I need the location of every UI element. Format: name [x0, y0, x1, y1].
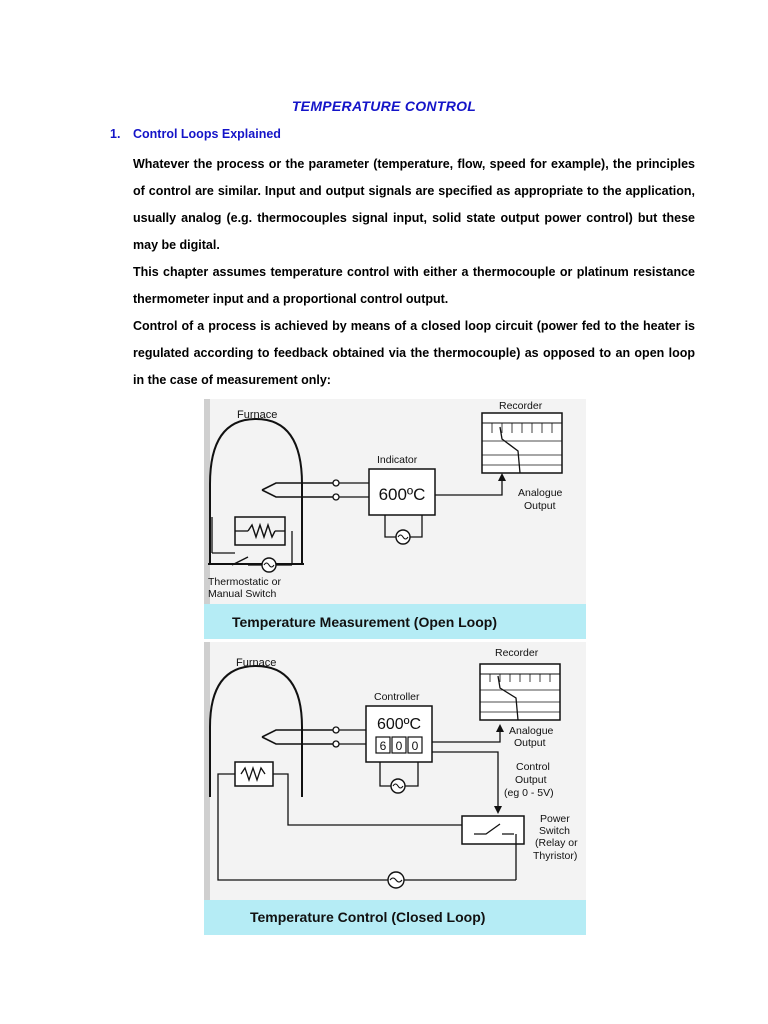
- figure-open-loop: [204, 399, 586, 639]
- switch-label-2: Manual Switch: [208, 588, 277, 600]
- recorder-label: Recorder: [499, 400, 543, 412]
- indicator-label: Indicator: [377, 454, 418, 466]
- open-loop-diagram: [204, 399, 586, 639]
- heater-box: [235, 762, 273, 786]
- thermocouple-probe: [262, 730, 336, 744]
- thermocouple-probe: [262, 483, 336, 497]
- section-heading-text: Control Loops Explained: [133, 127, 281, 141]
- power-switch-box: [462, 816, 524, 844]
- analogue-output-label-2: Output: [514, 737, 546, 749]
- power-switch-label-2: Switch: [539, 825, 570, 837]
- furnace-label: Furnace: [236, 657, 277, 669]
- analogue-output-label-2: Output: [524, 500, 556, 512]
- controller-display: 600ºC: [376, 716, 422, 733]
- document-title: TEMPERATURE CONTROL: [291, 98, 477, 114]
- control-output-label-3: (eg 0 - 5V): [504, 787, 554, 799]
- analogue-output-label-1: Analogue: [509, 725, 554, 737]
- setpoint-digit-1: 6: [379, 739, 387, 753]
- paragraph-2: This chapter assumes temperature control with either a thermocouple or platinum resistance thermometer input and a proportional control output.: [133, 265, 695, 306]
- analogue-output-label-1: Analogue: [518, 487, 563, 499]
- indicator-display: 600ºC: [378, 485, 426, 504]
- section-heading: [110, 127, 281, 141]
- setpoint-digit-3: 0: [411, 739, 419, 753]
- recorder-box: [482, 413, 562, 473]
- closed-loop-diagram: [204, 642, 586, 935]
- body-text: [133, 151, 695, 394]
- paragraph-3: Control of a process is achieved by means of a closed loop circuit (power fed to the heater is regulated according to feedback obtained via the thermocouple) as opposed to an open loop in the case of measurement only:: [133, 319, 695, 387]
- power-switch-label-1: Power: [540, 813, 570, 825]
- power-switch-label-3: (Relay or: [535, 837, 578, 849]
- setpoint-digit-2: 0: [395, 739, 403, 753]
- paragraph-1: Whatever the process or the parameter (temperature, flow, speed for example), the principles of control are similar. Input and output signals are specified as appropriate to the application, usually analog (e.g. thermocouples signal input, solid state output power control) but these may be digital.: [133, 157, 695, 252]
- furnace-label: Furnace: [237, 409, 278, 421]
- furnace-shape: [210, 419, 302, 564]
- control-output-label-1: Control: [516, 761, 550, 773]
- figure-caption-closed-loop: Temperature Control (Closed Loop): [250, 909, 486, 925]
- recorder-label: Recorder: [495, 647, 539, 659]
- power-switch-label-4: Thyristor): [533, 850, 578, 862]
- switch-label-1: Thermostatic or: [208, 576, 281, 588]
- section-number: 1.: [110, 127, 121, 141]
- figure-closed-loop: [204, 642, 586, 935]
- figure-caption-open-loop: Temperature Measurement (Open Loop): [232, 614, 498, 630]
- controller-label: Controller: [374, 691, 420, 703]
- control-output-label-2: Output: [515, 774, 547, 786]
- heater-resistor: [248, 525, 275, 537]
- recorder-box: [480, 664, 560, 720]
